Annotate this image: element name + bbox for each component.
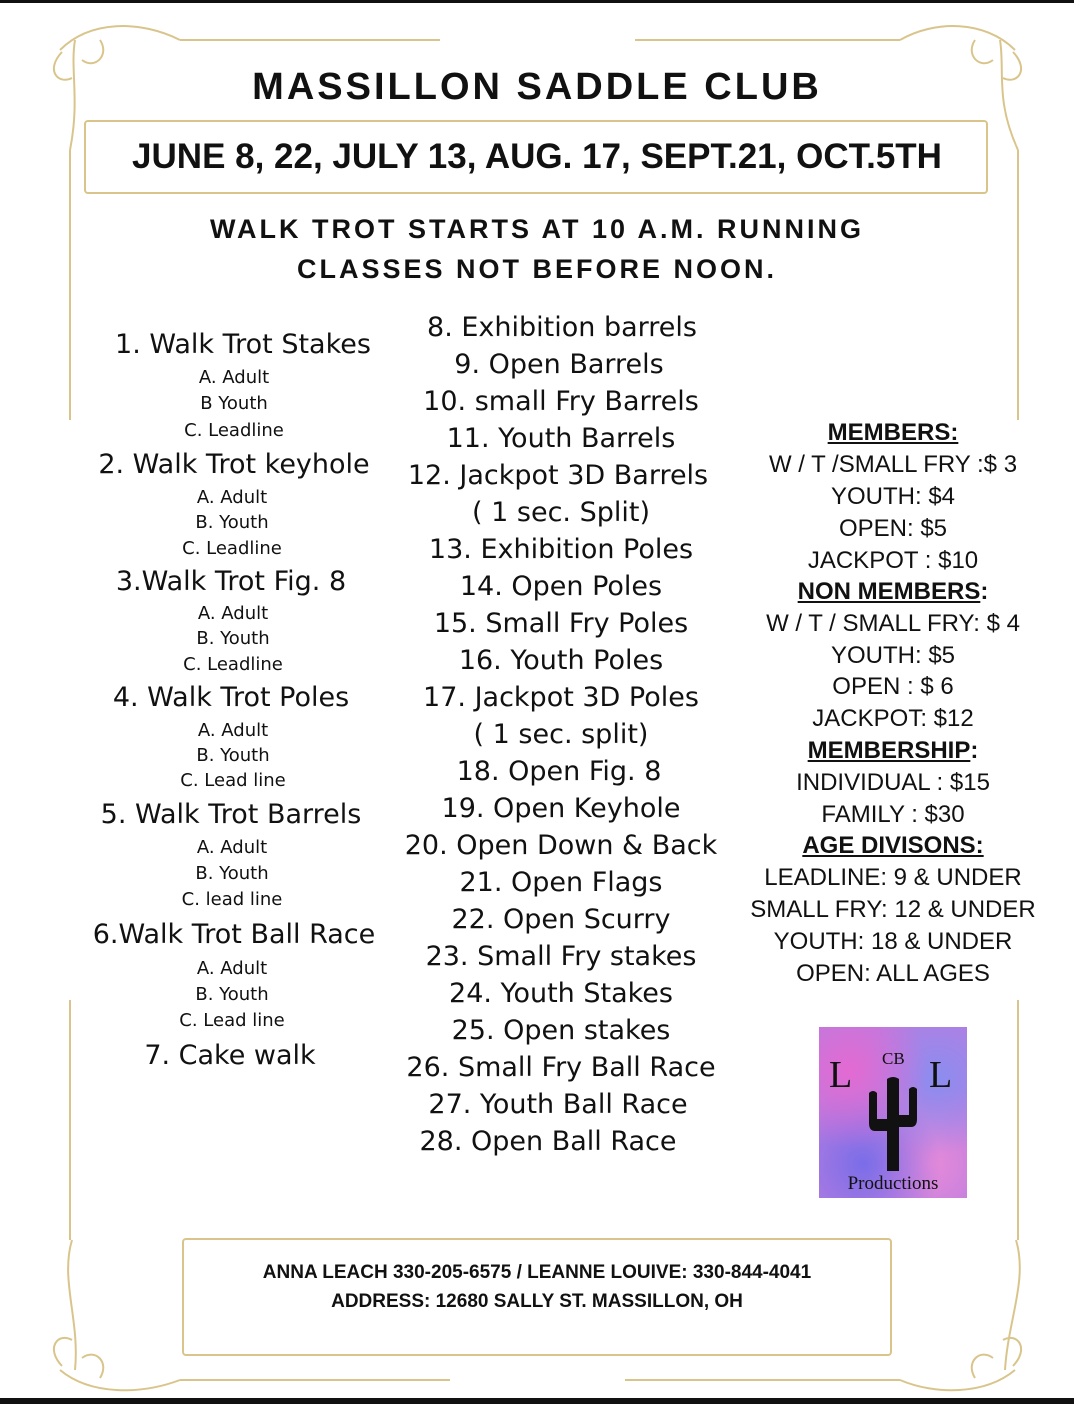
class-item: 7. Cake walk (144, 1040, 316, 1071)
member-fee: W / T /SMALL FRY :$ 3 (768, 451, 1018, 478)
running-class-item: 16. Youth Poles (458, 645, 664, 676)
contact-phones: ANNA LEACH 330-205-6575 / LEANNE LOUIVE: 330-844-4041 (262, 1262, 812, 1283)
class-subitem: C. Leadline (182, 538, 282, 559)
running-class-item: 19. Open Keyhole (441, 793, 681, 824)
age-divisions-heading: AGE DIVISONS: (802, 832, 984, 859)
class-subitem: B. Youth (196, 628, 270, 649)
age-division: LEADLINE: 9 & UNDER (764, 864, 1022, 891)
class-subitem: C. Lead line (179, 1010, 285, 1031)
running-class-item: 28. Open Ball Race (419, 1126, 677, 1157)
running-class-item: 20. Open Down & Back (404, 830, 718, 861)
logo-letter-right: L (929, 1054, 953, 1096)
running-class-item: 23. Small Fry stakes (425, 941, 697, 972)
class-item: 3.Walk Trot Fig. 8 (115, 566, 347, 597)
age-division: YOUTH: 18 & UNDER (773, 928, 1013, 955)
non-member-fee: OPEN : $ 6 (832, 673, 954, 700)
running-class-item: 21. Open Flags (459, 867, 663, 898)
bottom-border-bar (0, 1398, 1074, 1404)
members-heading: MEMBERS: (827, 419, 959, 446)
class-subitem: B. Youth (196, 745, 270, 766)
membership-heading (740, 737, 1046, 765)
class-subitem: B. Youth (195, 512, 269, 533)
running-class-item: ( 1 sec. Split) (472, 497, 650, 528)
non-members-heading-text: NON MEMBERS (797, 578, 981, 605)
start-time-notice (0, 209, 1074, 289)
class-subitem: B Youth (200, 393, 268, 414)
class-item: 6.Walk Trot Ball Race (92, 919, 376, 950)
class-subitem: A. Adult (197, 720, 269, 741)
membership-heading-colon: : (970, 737, 979, 764)
running-class-item: 17. Jackpot 3D Poles (423, 682, 699, 713)
cbl-productions-logo (819, 1027, 967, 1198)
running-class-item: 15. Small Fry Poles (433, 608, 689, 639)
running-class-item: 24. Youth Stakes (449, 978, 673, 1009)
running-class-item: 26. Small Fry Ball Race (406, 1052, 716, 1083)
non-member-fee: YOUTH: $5 (830, 642, 956, 669)
notice-line-2: CLASSES NOT BEFORE NOON. (296, 254, 778, 284)
class-subitem: C. lead line (181, 889, 283, 910)
class-subitem: A. Adult (198, 367, 270, 388)
age-division: OPEN: ALL AGES (796, 960, 990, 987)
event-dates: JUNE 8, 22, JULY 13, AUG. 17, SEPT.21, OCT.5TH (132, 137, 942, 176)
club-title: MASSILLON SADDLE CLUB (252, 66, 822, 108)
class-subitem: C. Lead line (180, 770, 286, 791)
logo-letter-left: L (829, 1054, 853, 1096)
class-subitem: C. Leadline (184, 420, 284, 441)
non-members-heading-colon: : (980, 578, 989, 605)
class-item: 5. Walk Trot Barrels (100, 799, 362, 830)
class-item: 2. Walk Trot keyhole (98, 449, 370, 480)
cactus-icon (865, 1075, 921, 1171)
class-subitem: A. Adult (196, 487, 268, 508)
running-class-item: 9. Open Barrels (454, 349, 664, 380)
running-class-item: 22. Open Scurry (451, 904, 671, 935)
non-member-fee: W / T / SMALL FRY: $ 4 (766, 610, 1020, 637)
running-class-item: 12. Jackpot 3D Barrels (407, 460, 709, 491)
running-class-item: 11. Youth Barrels (446, 423, 676, 454)
class-subitem: B. Youth (195, 984, 269, 1005)
member-fee: YOUTH: $4 (830, 483, 956, 510)
notice-line-1: WALK TROT STARTS AT 10 A.M. RUNNING (210, 214, 864, 244)
class-subitem: A. Adult (197, 603, 269, 624)
running-class-item: 25. Open stakes (451, 1015, 671, 1046)
logo-caption: Productions (847, 1173, 939, 1194)
contact-address: ADDRESS: 12680 SALLY ST. MASSILLON, OH (331, 1291, 743, 1312)
running-class-item: ( 1 sec. split) (473, 719, 649, 750)
running-class-item: 10. small Fry Barrels (423, 386, 699, 417)
running-class-item: 13. Exhibition Poles (428, 534, 694, 565)
running-class-item: 14. Open Poles (459, 571, 663, 602)
member-fee: OPEN: $5 (838, 515, 948, 542)
class-item: 1. Walk Trot Stakes (115, 329, 371, 360)
member-fee: JACKPOT : $10 (807, 547, 979, 574)
running-class-item: 8. Exhibition barrels (427, 312, 697, 343)
running-class-item: 18. Open Fig. 8 (456, 756, 662, 787)
membership-heading-text: MEMBERSHIP (807, 737, 971, 764)
non-member-fee: JACKPOT: $12 (812, 705, 974, 732)
logo-letters-top: CB (882, 1049, 905, 1068)
membership-fee: FAMILY : $30 (821, 801, 965, 828)
class-item: 4. Walk Trot Poles (112, 682, 350, 713)
running-class-item: 27. Youth Ball Race (428, 1089, 688, 1120)
non-members-heading (740, 578, 1046, 606)
membership-fee: INDIVIDUAL : $15 (796, 769, 990, 796)
age-division: SMALL FRY: 12 & UNDER (750, 896, 1036, 923)
class-subitem: A. Adult (196, 958, 268, 979)
class-subitem: A. Adult (196, 837, 268, 858)
class-subitem: C. Leadline (183, 654, 283, 675)
class-subitem: B. Youth (195, 863, 269, 884)
